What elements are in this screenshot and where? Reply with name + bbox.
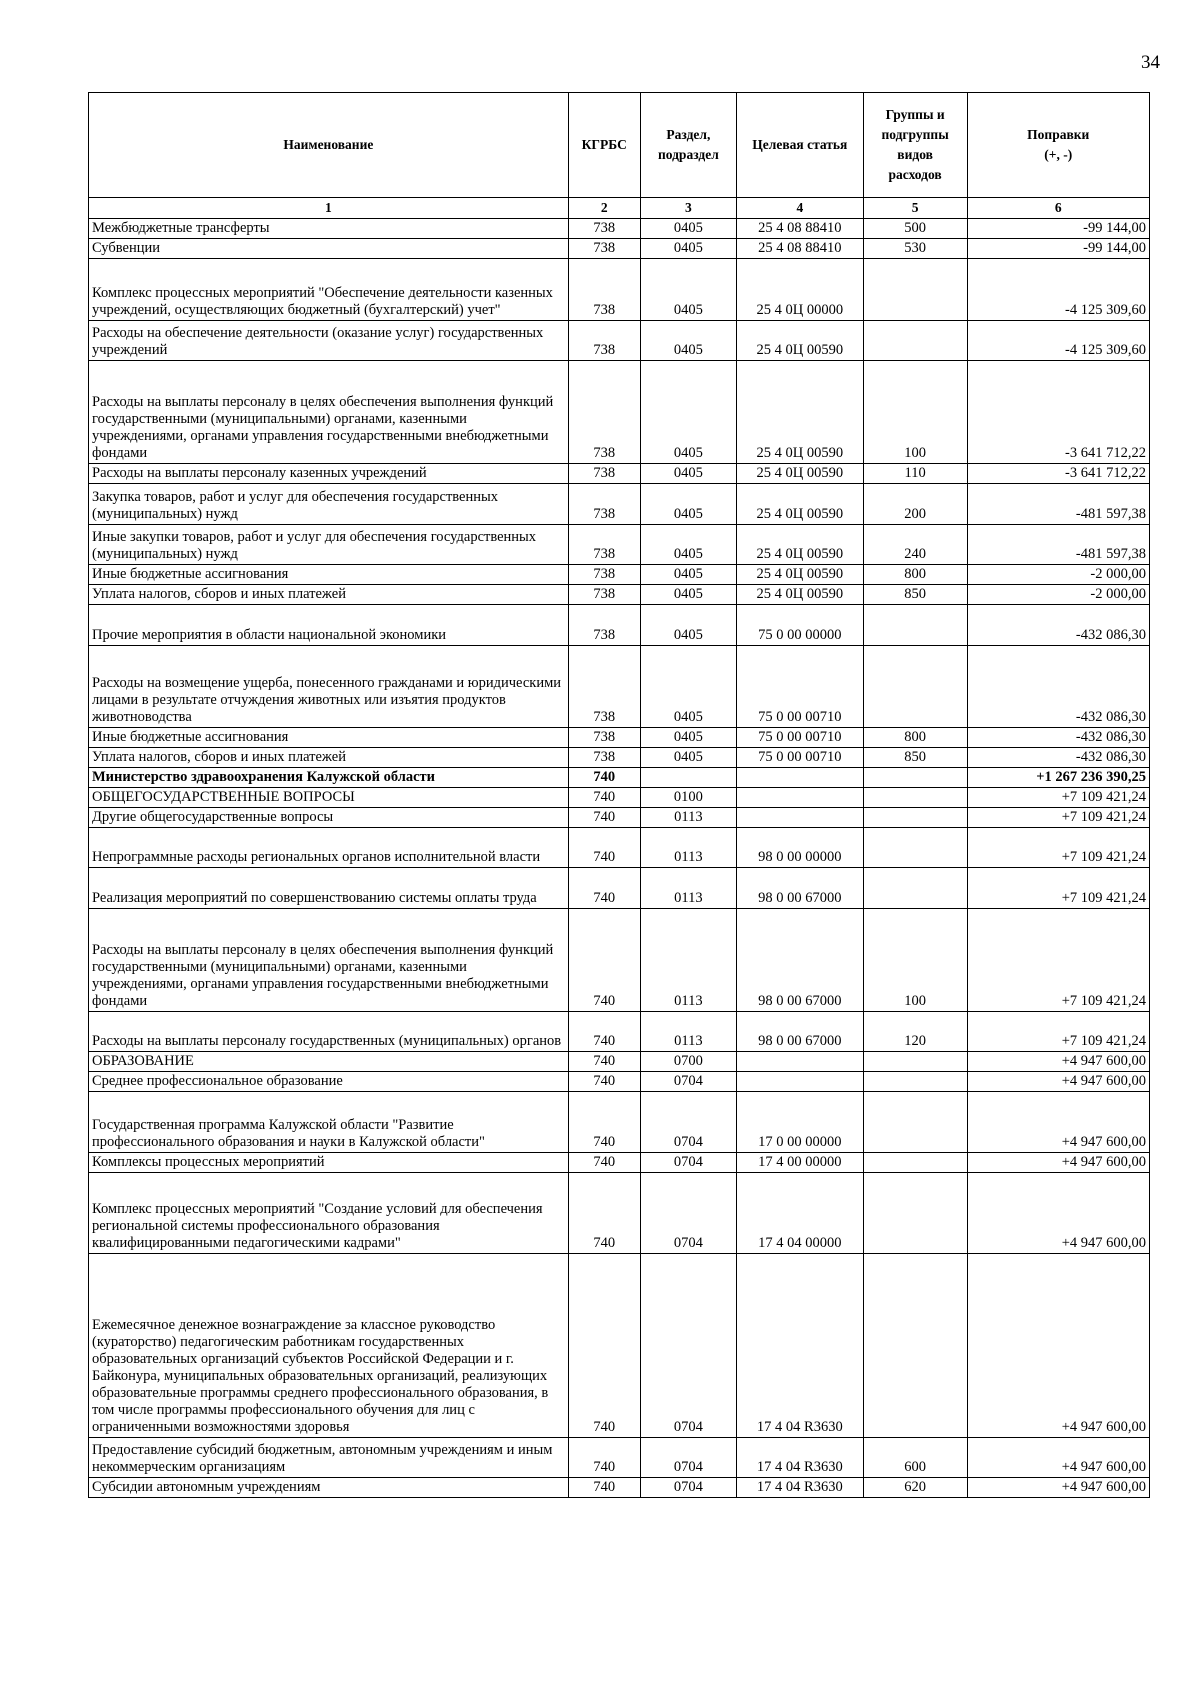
row-section: 0704 xyxy=(640,1438,736,1478)
row-group xyxy=(863,646,967,728)
row-kgrbs: 740 xyxy=(568,1092,640,1153)
table-row xyxy=(89,1254,1150,1438)
row-amount: +7 109 421,24 xyxy=(967,909,1150,1012)
row-section: 0113 xyxy=(640,868,736,909)
row-target: 17 0 00 00000 xyxy=(736,1092,863,1153)
row-section: 0704 xyxy=(640,1173,736,1254)
row-kgrbs: 738 xyxy=(568,565,640,585)
row-name: Непрограммные расходы региональных органов исполнительной власти xyxy=(89,828,569,868)
row-section: 0704 xyxy=(640,1072,736,1092)
row-section: 0405 xyxy=(640,239,736,259)
row-group xyxy=(863,768,967,788)
row-kgrbs: 738 xyxy=(568,361,640,464)
row-group xyxy=(863,808,967,828)
row-section: 0405 xyxy=(640,605,736,646)
table-row xyxy=(89,1092,1150,1153)
row-amount: +7 109 421,24 xyxy=(967,828,1150,868)
row-section: 0405 xyxy=(640,219,736,239)
row-target: 25 4 0Ц 00590 xyxy=(736,525,863,565)
row-name: Другие общегосударственные вопросы xyxy=(89,808,569,828)
row-group: 600 xyxy=(863,1438,967,1478)
table-row xyxy=(89,768,1150,788)
row-section: 0405 xyxy=(640,585,736,605)
row-target xyxy=(736,808,863,828)
row-section: 0100 xyxy=(640,788,736,808)
row-name: Расходы на выплаты персоналу государственных (муниципальных) органов xyxy=(89,1012,569,1052)
row-amount: +4 947 600,00 xyxy=(967,1153,1150,1173)
row-name: Межбюджетные трансферты xyxy=(89,219,569,239)
row-group xyxy=(863,788,967,808)
row-name: Расходы на выплаты персоналу в целях обеспечения выполнения функций государственными (муниципальными) органами, казенными учреждениями, органами управления государственными внебюджетными фондами xyxy=(89,361,569,464)
row-target: 25 4 0Ц 00590 xyxy=(736,321,863,361)
row-name: Комплексы процессных мероприятий xyxy=(89,1153,569,1173)
row-section: 0113 xyxy=(640,808,736,828)
row-kgrbs: 740 xyxy=(568,1438,640,1478)
row-name: Закупка товаров, работ и услуг для обеспечения государственных (муниципальных) нужд xyxy=(89,484,569,525)
row-target: 25 4 08 88410 xyxy=(736,239,863,259)
table-row xyxy=(89,484,1150,525)
row-name: Предоставление субсидий бюджетным, автономным учреждениям и иным некоммерческим организациям xyxy=(89,1438,569,1478)
row-amount: -4 125 309,60 xyxy=(967,259,1150,321)
row-kgrbs: 740 xyxy=(568,909,640,1012)
row-amount: -432 086,30 xyxy=(967,605,1150,646)
row-section: 0405 xyxy=(640,361,736,464)
row-group xyxy=(863,868,967,909)
row-amount: -99 144,00 xyxy=(967,219,1150,239)
row-group xyxy=(863,1153,967,1173)
row-group xyxy=(863,1052,967,1072)
row-name: Иные бюджетные ассигнования xyxy=(89,728,569,748)
row-kgrbs: 738 xyxy=(568,748,640,768)
row-amount: -2 000,00 xyxy=(967,565,1150,585)
row-target xyxy=(736,768,863,788)
row-name: ОБРАЗОВАНИЕ xyxy=(89,1052,569,1072)
row-amount: -432 086,30 xyxy=(967,728,1150,748)
row-target: 75 0 00 00710 xyxy=(736,728,863,748)
row-target: 25 4 0Ц 00590 xyxy=(736,565,863,585)
table-row xyxy=(89,909,1150,1012)
row-section: 0704 xyxy=(640,1254,736,1438)
row-kgrbs: 738 xyxy=(568,464,640,484)
row-target xyxy=(736,1072,863,1092)
row-kgrbs: 738 xyxy=(568,239,640,259)
table-row xyxy=(89,605,1150,646)
row-name: Ежемесячное денежное вознаграждение за классное руководство (кураторство) педагогическим работникам государственных образовательных организаций субъектов Российской Федерации и г. Байконура, муниципальных образовательных организаций, реализующих образовательные программы среднего профессионального образования, в том числе программы профессионального обучения для лиц с ограниченными возможностями здоровья xyxy=(89,1254,569,1438)
table-row xyxy=(89,219,1150,239)
column-number: 5 xyxy=(863,198,967,219)
row-kgrbs: 740 xyxy=(568,808,640,828)
row-kgrbs: 740 xyxy=(568,1478,640,1498)
row-target: 17 4 04 R3630 xyxy=(736,1478,863,1498)
row-amount: +7 109 421,24 xyxy=(967,788,1150,808)
row-target: 98 0 00 00000 xyxy=(736,828,863,868)
row-section: 0405 xyxy=(640,321,736,361)
row-group: 530 xyxy=(863,239,967,259)
row-name: Уплата налогов, сборов и иных платежей xyxy=(89,585,569,605)
row-kgrbs: 740 xyxy=(568,768,640,788)
column-number: 6 xyxy=(967,198,1150,219)
row-amount: +4 947 600,00 xyxy=(967,1438,1150,1478)
row-group: 100 xyxy=(863,909,967,1012)
row-target: 17 4 04 00000 xyxy=(736,1173,863,1254)
row-group: 620 xyxy=(863,1478,967,1498)
row-kgrbs: 738 xyxy=(568,525,640,565)
table-row xyxy=(89,1173,1150,1254)
row-group: 800 xyxy=(863,565,967,585)
row-name: ОБЩЕГОСУДАРСТВЕННЫЕ ВОПРОСЫ xyxy=(89,788,569,808)
row-section: 0704 xyxy=(640,1092,736,1153)
row-section: 0700 xyxy=(640,1052,736,1072)
row-target: 17 4 04 R3630 xyxy=(736,1438,863,1478)
row-name: Прочие мероприятия в области национальной экономики xyxy=(89,605,569,646)
table-header-row xyxy=(89,93,1150,198)
row-target: 98 0 00 67000 xyxy=(736,909,863,1012)
row-group xyxy=(863,321,967,361)
row-name: Среднее профессиональное образование xyxy=(89,1072,569,1092)
row-group xyxy=(863,605,967,646)
row-group xyxy=(863,1173,967,1254)
header-kgrbs: КГРБС xyxy=(568,93,640,198)
row-target: 98 0 00 67000 xyxy=(736,1012,863,1052)
table-row xyxy=(89,808,1150,828)
row-group xyxy=(863,1092,967,1153)
row-group: 800 xyxy=(863,728,967,748)
row-amount: +4 947 600,00 xyxy=(967,1072,1150,1092)
row-amount: -3 641 712,22 xyxy=(967,464,1150,484)
row-name: Субсидии автономным учреждениям xyxy=(89,1478,569,1498)
row-amount: +4 947 600,00 xyxy=(967,1478,1150,1498)
row-section: 0704 xyxy=(640,1153,736,1173)
table-row xyxy=(89,868,1150,909)
row-kgrbs: 740 xyxy=(568,868,640,909)
table-row xyxy=(89,525,1150,565)
budget-amendments-table xyxy=(88,92,1150,1498)
page-number: 34 xyxy=(1141,52,1160,73)
header-target: Целевая статья xyxy=(736,93,863,198)
table-row xyxy=(89,1478,1150,1498)
row-kgrbs: 740 xyxy=(568,1153,640,1173)
header-name: Наименование xyxy=(89,93,569,198)
row-target xyxy=(736,788,863,808)
row-target: 25 4 0Ц 00590 xyxy=(736,361,863,464)
column-number: 2 xyxy=(568,198,640,219)
row-group: 240 xyxy=(863,525,967,565)
table-row xyxy=(89,788,1150,808)
row-section: 0113 xyxy=(640,909,736,1012)
row-group: 850 xyxy=(863,748,967,768)
row-group xyxy=(863,1072,967,1092)
row-name: Комплекс процессных мероприятий "Создание условий для обеспечения региональной системы профессионального образования квалифицированными педагогическими кадрами" xyxy=(89,1173,569,1254)
row-group: 500 xyxy=(863,219,967,239)
row-section: 0704 xyxy=(640,1478,736,1498)
row-amount: +7 109 421,24 xyxy=(967,808,1150,828)
row-name: Государственная программа Калужской области "Развитие профессионального образования и науки в Калужской области" xyxy=(89,1092,569,1153)
row-section xyxy=(640,768,736,788)
row-amount: -4 125 309,60 xyxy=(967,321,1150,361)
table-body xyxy=(89,219,1150,1498)
column-number-row xyxy=(89,198,1150,219)
row-section: 0405 xyxy=(640,748,736,768)
row-amount: +4 947 600,00 xyxy=(967,1173,1150,1254)
row-name: Комплекс процессных мероприятий "Обеспечение деятельности казенных учреждений, осуществляющих бюджетный (бухгалтерский) учет" xyxy=(89,259,569,321)
table-row xyxy=(89,728,1150,748)
row-target: 25 4 08 88410 xyxy=(736,219,863,239)
row-name: Расходы на выплаты персоналу в целях обеспечения выполнения функций государственными (муниципальными) органами, казенными учреждениями, органами управления государственными внебюджетными фондами xyxy=(89,909,569,1012)
table-row xyxy=(89,1438,1150,1478)
row-kgrbs: 738 xyxy=(568,605,640,646)
header-groups: Группы и подгруппы видов расходов xyxy=(863,93,967,198)
row-kgrbs: 738 xyxy=(568,259,640,321)
row-amount: +1 267 236 390,25 xyxy=(967,768,1150,788)
row-kgrbs: 740 xyxy=(568,1072,640,1092)
row-kgrbs: 740 xyxy=(568,788,640,808)
header-amendments: Поправки (+, -) xyxy=(967,93,1150,198)
row-name: Иные закупки товаров, работ и услуг для обеспечения государственных (муниципальных) нужд xyxy=(89,525,569,565)
table-row xyxy=(89,565,1150,585)
row-amount: +4 947 600,00 xyxy=(967,1092,1150,1153)
row-name: Расходы на обеспечение деятельности (оказание услуг) государственных учреждений xyxy=(89,321,569,361)
table-row xyxy=(89,1072,1150,1092)
row-section: 0113 xyxy=(640,828,736,868)
row-section: 0113 xyxy=(640,1012,736,1052)
row-target: 17 4 00 00000 xyxy=(736,1153,863,1173)
table-row xyxy=(89,259,1150,321)
row-amount: +4 947 600,00 xyxy=(967,1254,1150,1438)
row-name: Расходы на возмещение ущерба, понесенного гражданами и юридическими лицами в результате отчуждения животных или изъятия продуктов животноводства xyxy=(89,646,569,728)
row-section: 0405 xyxy=(640,484,736,525)
row-group: 110 xyxy=(863,464,967,484)
table-row xyxy=(89,828,1150,868)
table-row xyxy=(89,1012,1150,1052)
column-number: 4 xyxy=(736,198,863,219)
row-amount: -2 000,00 xyxy=(967,585,1150,605)
row-kgrbs: 740 xyxy=(568,828,640,868)
row-amount: +7 109 421,24 xyxy=(967,1012,1150,1052)
row-amount: -432 086,30 xyxy=(967,748,1150,768)
row-kgrbs: 738 xyxy=(568,219,640,239)
row-group: 200 xyxy=(863,484,967,525)
row-amount: +7 109 421,24 xyxy=(967,868,1150,909)
row-name: Министерство здравоохранения Калужской области xyxy=(89,768,569,788)
row-target: 75 0 00 00710 xyxy=(736,646,863,728)
table-row xyxy=(89,1153,1150,1173)
table-row xyxy=(89,321,1150,361)
row-group: 850 xyxy=(863,585,967,605)
table-row xyxy=(89,646,1150,728)
row-target: 17 4 04 R3630 xyxy=(736,1254,863,1438)
row-kgrbs: 740 xyxy=(568,1173,640,1254)
row-target xyxy=(736,1052,863,1072)
row-group: 120 xyxy=(863,1012,967,1052)
row-group xyxy=(863,1254,967,1438)
row-kgrbs: 738 xyxy=(568,585,640,605)
row-target: 25 4 0Ц 00000 xyxy=(736,259,863,321)
row-amount: -432 086,30 xyxy=(967,646,1150,728)
row-group xyxy=(863,828,967,868)
table-row xyxy=(89,239,1150,259)
row-kgrbs: 738 xyxy=(568,321,640,361)
row-kgrbs: 740 xyxy=(568,1052,640,1072)
row-section: 0405 xyxy=(640,259,736,321)
row-kgrbs: 740 xyxy=(568,1254,640,1438)
row-amount: -3 641 712,22 xyxy=(967,361,1150,464)
column-number: 3 xyxy=(640,198,736,219)
row-target: 25 4 0Ц 00590 xyxy=(736,484,863,525)
row-target: 75 0 00 00710 xyxy=(736,748,863,768)
row-section: 0405 xyxy=(640,565,736,585)
table-row xyxy=(89,464,1150,484)
table-row xyxy=(89,361,1150,464)
row-kgrbs: 738 xyxy=(568,484,640,525)
row-name: Расходы на выплаты персоналу казенных учреждений xyxy=(89,464,569,484)
row-amount: -481 597,38 xyxy=(967,525,1150,565)
row-target: 98 0 00 67000 xyxy=(736,868,863,909)
header-section: Раздел, подраздел xyxy=(640,93,736,198)
row-target: 25 4 0Ц 00590 xyxy=(736,464,863,484)
row-group: 100 xyxy=(863,361,967,464)
row-kgrbs: 738 xyxy=(568,646,640,728)
row-target: 75 0 00 00000 xyxy=(736,605,863,646)
row-section: 0405 xyxy=(640,728,736,748)
table-row xyxy=(89,1052,1150,1072)
row-section: 0405 xyxy=(640,464,736,484)
row-amount: -99 144,00 xyxy=(967,239,1150,259)
row-amount: -481 597,38 xyxy=(967,484,1150,525)
row-name: Реализация мероприятий по совершенствованию системы оплаты труда xyxy=(89,868,569,909)
row-name: Субвенции xyxy=(89,239,569,259)
column-number: 1 xyxy=(89,198,569,219)
table-row xyxy=(89,748,1150,768)
row-section: 0405 xyxy=(640,646,736,728)
row-kgrbs: 738 xyxy=(568,728,640,748)
row-section: 0405 xyxy=(640,525,736,565)
row-amount: +4 947 600,00 xyxy=(967,1052,1150,1072)
table-row xyxy=(89,585,1150,605)
row-name: Уплата налогов, сборов и иных платежей xyxy=(89,748,569,768)
row-target: 25 4 0Ц 00590 xyxy=(736,585,863,605)
row-kgrbs: 740 xyxy=(568,1012,640,1052)
row-name: Иные бюджетные ассигнования xyxy=(89,565,569,585)
row-group xyxy=(863,259,967,321)
